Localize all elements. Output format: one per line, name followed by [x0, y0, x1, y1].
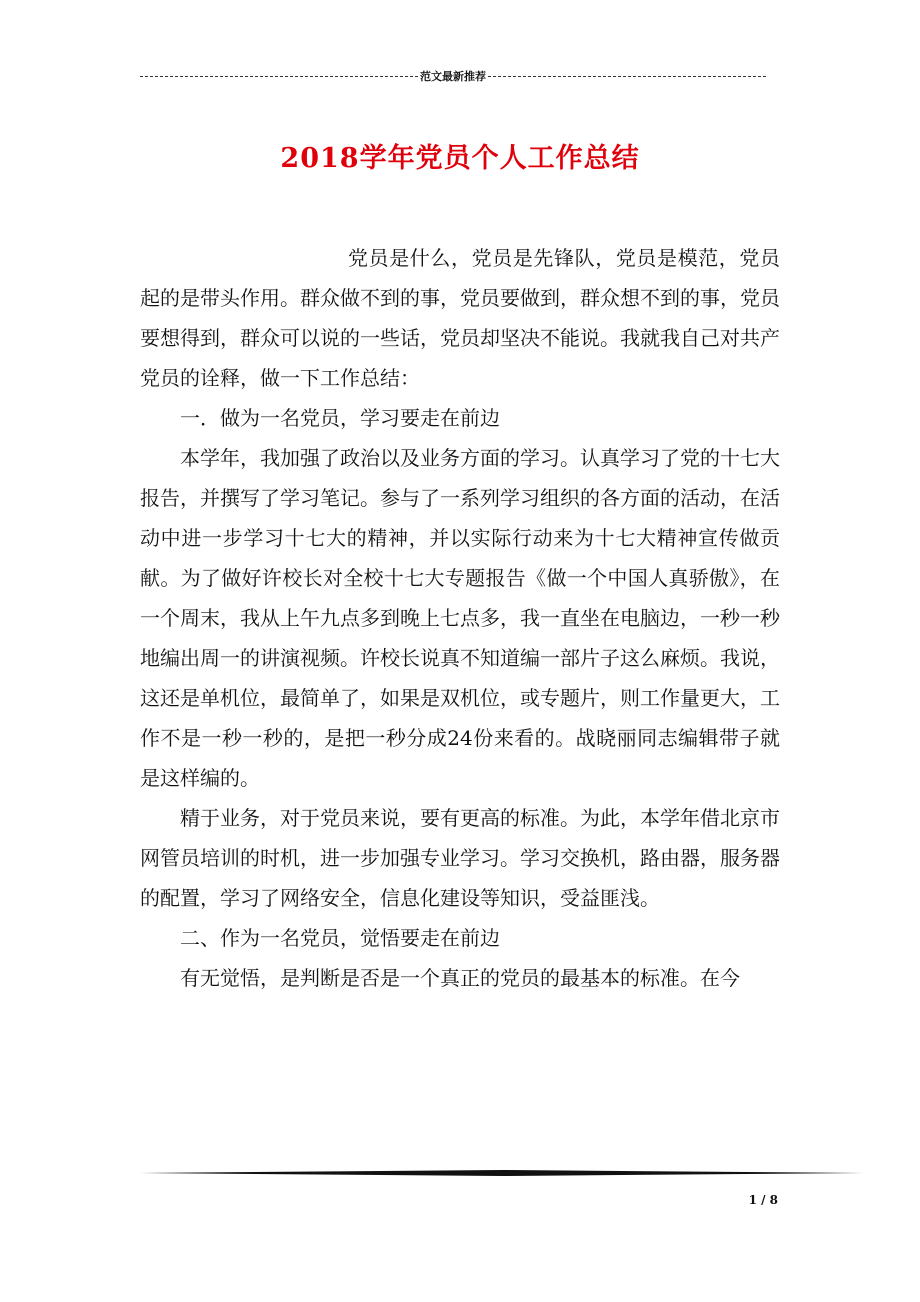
header-dash-right — [488, 76, 766, 77]
header-dash-left — [140, 76, 418, 77]
header-label: 范文最新推荐 — [420, 70, 486, 83]
footer-rule — [140, 1170, 864, 1176]
page-header — [140, 66, 766, 86]
page-number: 1 / 8 — [748, 1193, 778, 1207]
paragraph-awareness: 有无觉悟，是判断是否是一个真正的党员的最基本的标准。在今 — [180, 966, 740, 990]
document-title: 2018学年党员个人工作总结 — [280, 143, 640, 175]
paragraph-expertise: 精于业务，对于党员来说，要有更高的标准。为此，本学年借北京市网管员培训的时机，进一步加强专业学习。学习交换机，路由器，服务器的配置，学习了网络安全，信息化建设等知识，受益匪浅。 — [140, 806, 780, 910]
section-heading-1: 一．做为一名党员，学习要走在前边 — [180, 406, 500, 430]
paragraph-intro: 党员是什么，党员是先锋队，党员是模范，党员起的是带头作用。群众做不到的事，党员要做到，群众想不到的事，党员要想得到，群众可以说的一些话，党员却坚决不能说。我就我自己对共产党员的诠释，做一下工作总结： — [140, 246, 780, 390]
section-heading-2: 二、作为一名党员，觉悟要走在前边 — [180, 926, 500, 950]
paragraph-study: 本学年，我加强了政治以及业务方面的学习。认真学习了党的十七大报告，并撰写了学习笔记。参与了一系列学习组织的各方面的活动，在活动中进一步学习十七大的精神，并以实际行动来为十七大精神宣传做贡献。为了做好许校长对全校十七大专题报告《做一个中国人真骄傲》，在一个周末，我从上午九点多到晚上七点多，我一直坐在电脑边，一秒一秒地编出周一的讲演视频。许校长说真不知道编一部片子这么麻烦。我说，这还是单机位，最简单了，如果是双机位，或专题片，则工作量更大，工作不是一秒一秒的，是把一秒分成24份来看的。战晓丽同志编辑带子就是这样编的。 — [140, 446, 780, 790]
document-body — [140, 238, 780, 998]
